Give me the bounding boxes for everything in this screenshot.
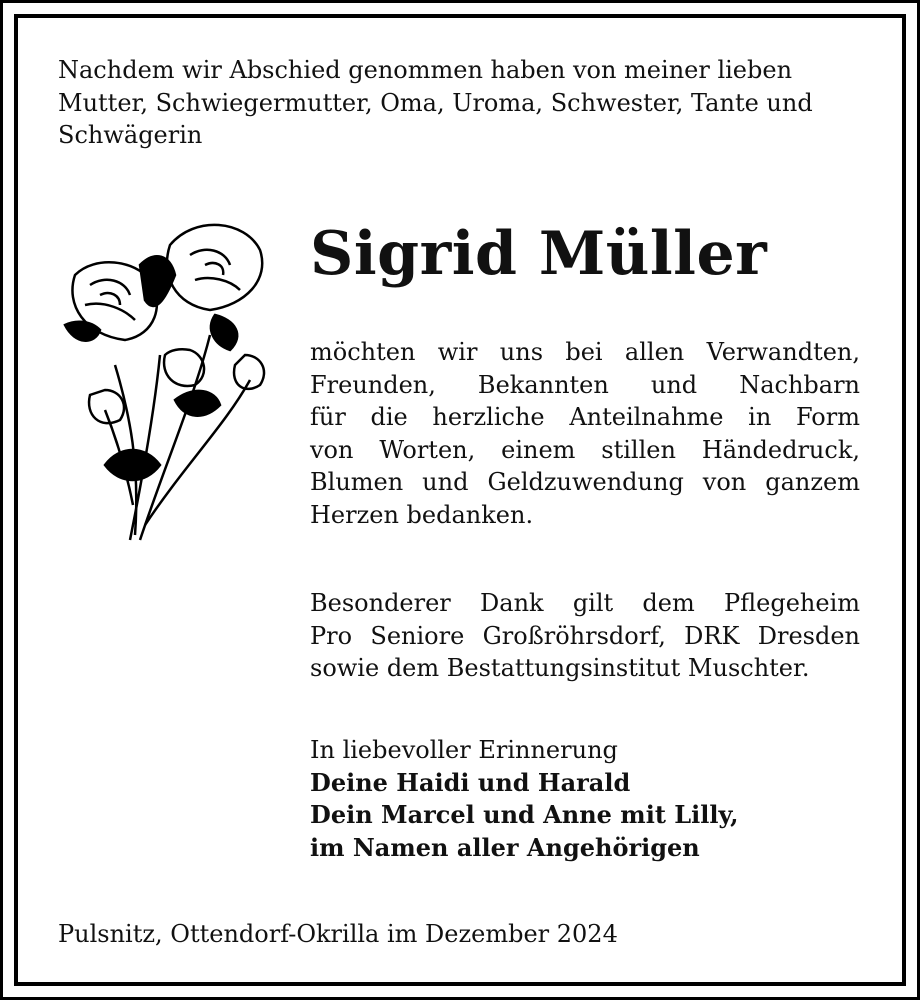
- signature-block: [310, 734, 738, 864]
- text-line: möchten wir uns bei allen Verwandten,: [310, 338, 860, 366]
- signature-intro: In liebevoller Erinnerung: [310, 736, 618, 764]
- text-line: von Worten, einem stillen Händedruck,: [310, 435, 860, 464]
- intro-text: Nachdem wir Abschied genommen haben von meiner lieben Mutter, Schwiegermutter, Oma, Uroma, Schwester, Tante und Schwägerin: [58, 56, 813, 149]
- signature-name: Dein Marcel und Anne mit Lilly,: [310, 800, 739, 829]
- signature-name: im Namen aller Angehörigen: [310, 832, 700, 862]
- text-line: Besonderer Dank gilt dem Pflegeheim: [310, 589, 860, 617]
- text-line: Pro Seniore Großröhrsdorf, DRK Dresden: [310, 621, 860, 650]
- text-line: Freunden, Bekannten und Nachbarn: [310, 370, 860, 399]
- special-thanks-paragraph: [310, 587, 860, 685]
- text-line: sowie dem Bestattungsinstitut Muschter.: [310, 654, 810, 682]
- text-line: für die herzliche Anteilnahme in Form: [310, 403, 860, 431]
- deceased-name: Sigrid Müller: [310, 219, 768, 289]
- roses-icon: [45, 205, 285, 545]
- signature-name: Deine Haidi und Harald: [310, 767, 631, 797]
- text-line: Herzen bedanken.: [310, 500, 534, 529]
- thanks-paragraph: [310, 336, 860, 531]
- place-date: Pulsnitz, Ottendorf-Okrilla im Dezember 2024: [58, 920, 618, 948]
- text-line: Blumen und Geldzuwendung von ganzem: [310, 468, 860, 496]
